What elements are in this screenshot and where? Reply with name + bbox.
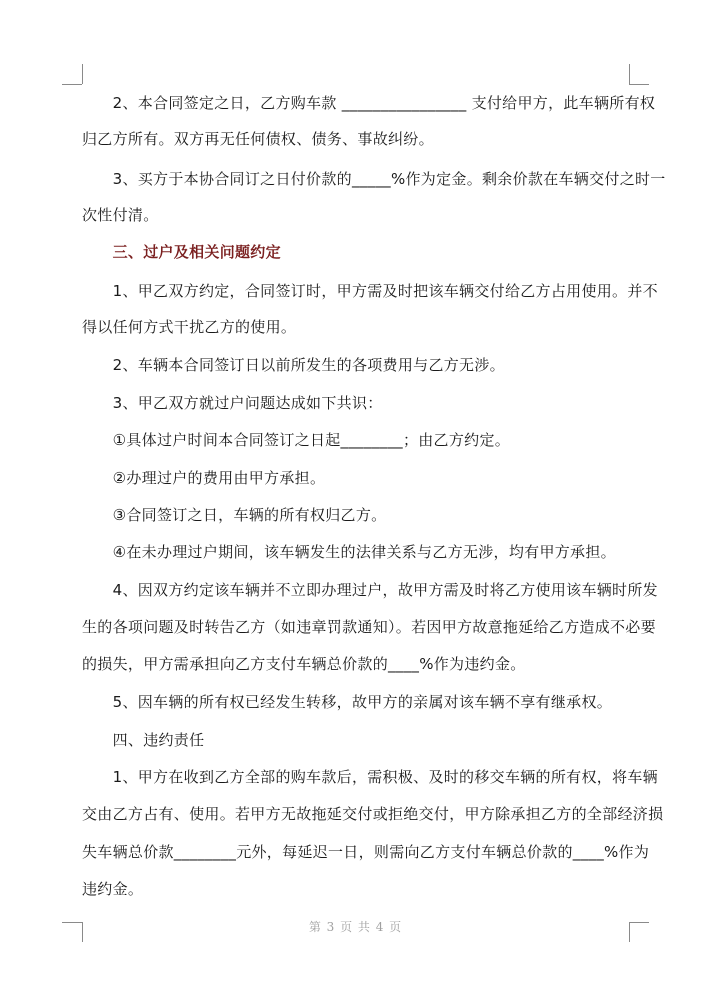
paragraph-line: 次性付清。 (82, 206, 159, 224)
paragraph-line: 5、因车辆的所有权已经发生转移，故甲方的亲属对该车辆不享有继承权。 (82, 693, 613, 711)
paragraph-line: ④在未办理过户期间，该车辆发生的法律关系与乙方无涉，均有甲方承担。 (82, 543, 616, 561)
crop-mark-top-right-vertical (629, 64, 630, 84)
paragraph-line: 交由乙方占有、使用。若甲方无故拖延交付或拒绝交付，甲方除承担乙方的全部经济损 (82, 805, 664, 823)
paragraph-line: ②办理过户的费用由甲方承担。 (82, 469, 326, 487)
paragraph-line: 2、本合同签定之日，乙方购车款 ________________ 支付给甲方，此车辆所有权 (82, 94, 656, 112)
paragraph-line: 归乙方所有。双方再无任何债权、债务、事故纠纷。 (82, 130, 434, 148)
crop-mark-bottom-left-vertical (82, 922, 83, 942)
crop-mark-bottom-right-vertical (629, 922, 630, 942)
paragraph-line: 2、车辆本合同签订日以前所发生的各项费用与乙方无涉。 (82, 356, 505, 374)
section-heading-breach: 四、违约责任 (82, 731, 205, 749)
crop-mark-top-left-vertical (82, 64, 83, 84)
paragraph-line: ①具体过户时间本合同签订之日起________；由乙方约定。 (82, 431, 511, 449)
paragraph-line: 3、甲乙双方就过户问题达成如下共识： (82, 394, 383, 412)
paragraph-line: 3、买方于本协合同订之日付价款的_____%作为定金。剩余价款在车辆交付之时一 (82, 170, 666, 188)
section-heading-transfer: 三、过户及相关问题约定 (82, 243, 281, 261)
crop-mark-top-left-horizontal (62, 84, 82, 85)
paragraph-line: 的损失，甲方需承担向乙方支付车辆总价款的____%作为违约金。 (82, 655, 526, 673)
paragraph-line: 1、甲乙双方约定，合同签订时，甲方需及时把该车辆交付给乙方占用使用。并不 (82, 282, 658, 300)
paragraph-line: 违约金。 (82, 880, 144, 898)
page-footer: 第 3 页 共 4 页 (308, 920, 403, 934)
paragraph-line: ③合同签订之日，车辆的所有权归乙方。 (82, 506, 387, 524)
crop-mark-bottom-right-horizontal (629, 922, 649, 923)
paragraph-line: 生的各项问题及时转告乙方（如违章罚款通知）。若因甲方故意拖延给乙方造成不必要 (82, 618, 656, 636)
paragraph-line: 1、甲方在收到乙方全部的购车款后，需积极、及时的移交车辆的所有权，将车辆 (82, 768, 658, 786)
crop-mark-bottom-left-horizontal (62, 922, 82, 923)
crop-mark-top-right-horizontal (629, 84, 649, 85)
paragraph-line: 失车辆总价款________元外，每延迟一日，则需向乙方支付车辆总价款的____%作为 (82, 843, 650, 861)
paragraph-line: 4、因双方约定该车辆并不立即办理过户，故甲方需及时将乙方使用该车辆时所发 (82, 581, 658, 599)
paragraph-line: 得以任何方式干扰乙方的使用。 (82, 318, 297, 336)
